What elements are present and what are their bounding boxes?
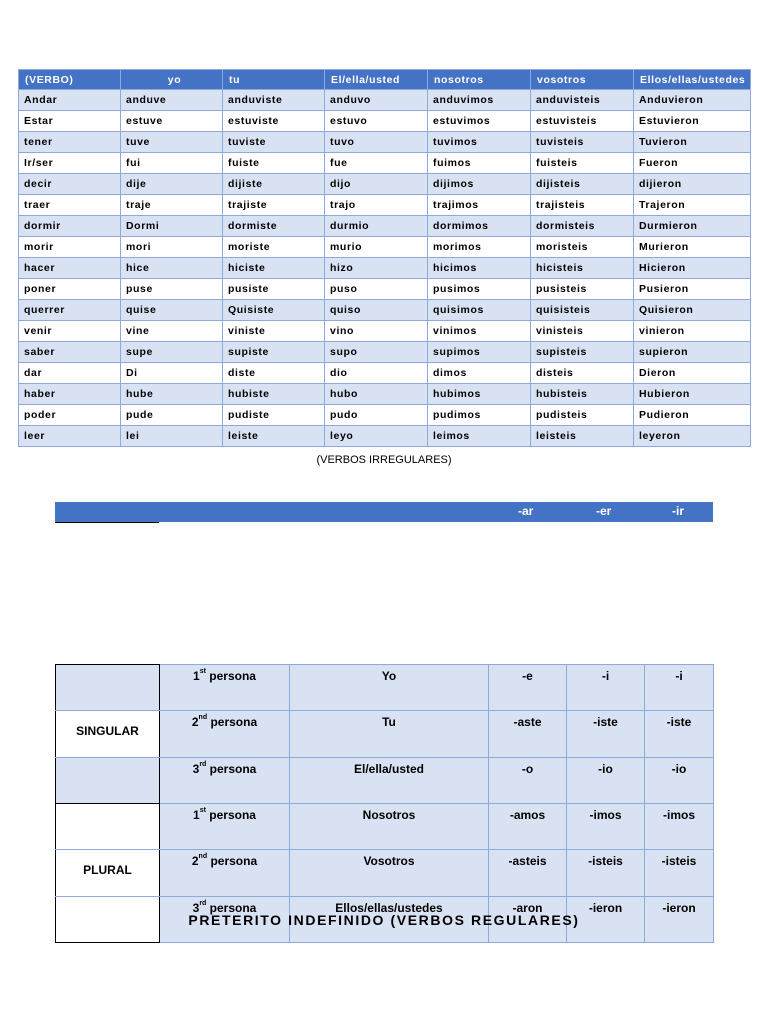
conjugation-cell: dijo	[325, 174, 428, 195]
conjugation-cell: durmio	[325, 216, 428, 237]
irregular-verbs-table	[18, 69, 751, 447]
table-row	[56, 758, 714, 804]
conjugation-cell: Fueron	[634, 153, 751, 174]
ending-cell-ir: -io	[645, 758, 714, 804]
column-header: yo	[121, 70, 223, 90]
conjugation-cell: dio	[325, 363, 428, 384]
conjugation-cell: anduviste	[223, 90, 325, 111]
ending-cell-ir: -isteis	[645, 850, 714, 897]
conjugation-cell: estuvimos	[428, 111, 531, 132]
conjugation-cell: anduvimos	[428, 90, 531, 111]
table-row	[19, 132, 751, 153]
persona-number: 1	[193, 669, 200, 683]
conjugation-cell: supisteis	[531, 342, 634, 363]
conjugation-cell: Trajeron	[634, 195, 751, 216]
verb-cell: venir	[19, 321, 121, 342]
ending-cell-er: -isteis	[567, 850, 645, 897]
verb-cell: morir	[19, 237, 121, 258]
ending-cell-ir: -imos	[645, 804, 714, 850]
conjugation-cell: supimos	[428, 342, 531, 363]
conjugation-cell: hice	[121, 258, 223, 279]
conjugation-cell: hizo	[325, 258, 428, 279]
ending-cell-er: -io	[567, 758, 645, 804]
conjugation-cell: trajiste	[223, 195, 325, 216]
conjugation-cell: disteis	[531, 363, 634, 384]
conjugation-cell: Hubieron	[634, 384, 751, 405]
table-row	[19, 90, 751, 111]
ordinal-suffix: st	[199, 807, 206, 814]
conjugation-cell: hubiste	[223, 384, 325, 405]
ending-cell-er: -iste	[567, 711, 645, 758]
verb-cell: Estar	[19, 111, 121, 132]
ending-ir-label: -ir	[672, 504, 684, 518]
persona-word: persona	[206, 901, 257, 915]
table-row	[19, 321, 751, 342]
conjugation-cell: dijisteis	[531, 174, 634, 195]
conjugation-cell: dijiste	[223, 174, 325, 195]
table-row	[19, 111, 751, 132]
verb-cell: dormir	[19, 216, 121, 237]
regular-endings-table	[55, 664, 714, 943]
ending-cell-ir: -i	[645, 665, 714, 711]
conjugation-cell: supo	[325, 342, 428, 363]
conjugation-cell: hubisteis	[531, 384, 634, 405]
table-row	[19, 279, 751, 300]
conjugation-cell: pusimos	[428, 279, 531, 300]
conjugation-cell: tuvisteis	[531, 132, 634, 153]
conjugation-cell: Estuvieron	[634, 111, 751, 132]
conjugation-cell: fuimos	[428, 153, 531, 174]
conjugation-cell: puse	[121, 279, 223, 300]
conjugation-cell: supiste	[223, 342, 325, 363]
table-row	[19, 195, 751, 216]
table-row	[19, 237, 751, 258]
persona-number: 2	[191, 715, 199, 729]
column-header: (VERBO)	[19, 70, 121, 90]
ordinal-suffix: rd	[199, 900, 207, 907]
table-row	[56, 804, 714, 850]
conjugation-cell: anduvo	[325, 90, 428, 111]
conjugation-cell: vine	[121, 321, 223, 342]
conjugation-cell: pusisteis	[531, 279, 634, 300]
ending-cell-ar: -aron	[489, 897, 567, 943]
table-row	[19, 174, 751, 195]
conjugation-cell: estuvo	[325, 111, 428, 132]
conjugation-cell: vinimos	[428, 321, 531, 342]
conjugation-cell: quise	[121, 300, 223, 321]
ending-cell-ir: -iste	[645, 711, 714, 758]
conjugation-cell: hicimos	[428, 258, 531, 279]
table-row	[19, 384, 751, 405]
table-row	[19, 216, 751, 237]
conjugation-cell: pusiste	[223, 279, 325, 300]
conjugation-cell: quiso	[325, 300, 428, 321]
verb-cell: decir	[19, 174, 121, 195]
pronoun-cell: Vosotros	[290, 850, 489, 897]
verb-cell: dar	[19, 363, 121, 384]
ordinal-suffix: rd	[199, 761, 207, 768]
ending-cell-er: -ieron	[567, 897, 645, 943]
number-group-cell: PLURAL	[56, 850, 160, 897]
persona-word: persona	[205, 808, 256, 822]
regular-table-body	[56, 665, 714, 943]
conjugation-cell: tuviste	[223, 132, 325, 153]
conjugation-cell: trajimos	[428, 195, 531, 216]
conjugation-cell: tuve	[121, 132, 223, 153]
ending-cell-ar: -o	[489, 758, 567, 804]
column-header: Ellos/ellas/ustedes	[634, 70, 751, 90]
persona-word: persona	[207, 854, 258, 868]
conjugation-cell: Tuvieron	[634, 132, 751, 153]
irregular-table-caption: (VERBOS IRREGULARES)	[316, 454, 452, 466]
conjugation-cell: hicisteis	[531, 258, 634, 279]
ending-cell-ar: -e	[489, 665, 567, 711]
table-row	[19, 426, 751, 447]
conjugation-cell: Pudieron	[634, 405, 751, 426]
conjugation-cell: trajo	[325, 195, 428, 216]
irregular-table-body	[19, 90, 751, 447]
conjugation-cell: trajisteis	[531, 195, 634, 216]
conjugation-cell: leisteis	[531, 426, 634, 447]
conjugation-cell: dimos	[428, 363, 531, 384]
number-group-cell	[56, 665, 160, 711]
conjugation-cell: vinieron	[634, 321, 751, 342]
conjugation-cell: morimos	[428, 237, 531, 258]
conjugation-cell: leimos	[428, 426, 531, 447]
table-row	[19, 300, 751, 321]
conjugation-cell: dije	[121, 174, 223, 195]
conjugation-cell: Murieron	[634, 237, 751, 258]
conjugation-cell: fue	[325, 153, 428, 174]
persona-cell	[160, 758, 290, 804]
conjugation-cell: dijieron	[634, 174, 751, 195]
conjugation-cell: Anduvieron	[634, 90, 751, 111]
conjugation-cell: anduve	[121, 90, 223, 111]
persona-number: 1	[193, 808, 200, 822]
conjugation-cell: Di	[121, 363, 223, 384]
pronoun-cell: El/ella/usted	[290, 758, 489, 804]
conjugation-cell: pudisteis	[531, 405, 634, 426]
conjugation-cell: pudo	[325, 405, 428, 426]
ordinal-suffix: nd	[198, 853, 208, 860]
verb-cell: leer	[19, 426, 121, 447]
conjugation-cell: hube	[121, 384, 223, 405]
conjugation-cell: hubimos	[428, 384, 531, 405]
divider	[55, 522, 159, 523]
number-group-cell: SINGULAR	[56, 711, 160, 758]
table-row	[56, 850, 714, 897]
number-group-cell	[56, 758, 160, 804]
conjugation-cell: hiciste	[223, 258, 325, 279]
persona-word: persona	[205, 669, 256, 683]
number-group-cell	[56, 804, 160, 850]
verb-cell: haber	[19, 384, 121, 405]
verb-cell: hacer	[19, 258, 121, 279]
persona-cell	[160, 804, 290, 850]
endings-header-bar	[55, 502, 713, 522]
ending-er-label: -er	[596, 504, 612, 518]
conjugation-cell: traje	[121, 195, 223, 216]
conjugation-cell: Quisiste	[223, 300, 325, 321]
verb-cell: saber	[19, 342, 121, 363]
verb-cell: Andar	[19, 90, 121, 111]
verb-cell: tener	[19, 132, 121, 153]
ordinal-suffix: st	[199, 668, 206, 675]
table-row	[56, 711, 714, 758]
persona-number: 2	[191, 854, 199, 868]
conjugation-cell: fuiste	[223, 153, 325, 174]
table-row	[19, 153, 751, 174]
conjugation-cell: viniste	[223, 321, 325, 342]
ending-cell-er: -i	[567, 665, 645, 711]
conjugation-cell: dijimos	[428, 174, 531, 195]
conjugation-cell: supe	[121, 342, 223, 363]
conjugation-cell: diste	[223, 363, 325, 384]
table-row	[19, 363, 751, 384]
column-header: tu	[223, 70, 325, 90]
persona-cell	[160, 711, 290, 758]
persona-word: persona	[207, 715, 258, 729]
persona-cell	[160, 665, 290, 711]
conjugation-cell: dormisteis	[531, 216, 634, 237]
conjugation-cell: murio	[325, 237, 428, 258]
conjugation-cell: lei	[121, 426, 223, 447]
conjugation-cell: mori	[121, 237, 223, 258]
pronoun-cell: Yo	[290, 665, 489, 711]
irregular-table-header	[19, 70, 751, 90]
conjugation-cell: estuvisteis	[531, 111, 634, 132]
column-header: vosotros	[531, 70, 634, 90]
conjugation-cell: leiste	[223, 426, 325, 447]
conjugation-cell: Durmieron	[634, 216, 751, 237]
verb-cell: Ir/ser	[19, 153, 121, 174]
ending-cell-ar: -aste	[489, 711, 567, 758]
conjugation-cell: anduvisteis	[531, 90, 634, 111]
conjugation-cell: fuisteis	[531, 153, 634, 174]
verb-cell: querrer	[19, 300, 121, 321]
ending-cell-ar: -asteis	[489, 850, 567, 897]
conjugation-cell: Dormi	[121, 216, 223, 237]
verb-cell: poner	[19, 279, 121, 300]
conjugation-cell: quisimos	[428, 300, 531, 321]
conjugation-cell: supieron	[634, 342, 751, 363]
conjugation-cell: leyeron	[634, 426, 751, 447]
ending-cell-er: -imos	[567, 804, 645, 850]
conjugation-cell: Pusieron	[634, 279, 751, 300]
conjugation-cell: pudimos	[428, 405, 531, 426]
conjugation-cell: moriste	[223, 237, 325, 258]
conjugation-cell: tuvimos	[428, 132, 531, 153]
column-header: nosotros	[428, 70, 531, 90]
table-row	[19, 405, 751, 426]
ending-ar-label: -ar	[518, 504, 534, 518]
verb-cell: traer	[19, 195, 121, 216]
conjugation-cell: estuviste	[223, 111, 325, 132]
conjugation-cell: pude	[121, 405, 223, 426]
pronoun-cell: Tu	[290, 711, 489, 758]
ordinal-suffix: nd	[198, 714, 208, 721]
ending-cell-ar: -amos	[489, 804, 567, 850]
conjugation-cell: vinisteis	[531, 321, 634, 342]
persona-number: 3	[192, 762, 200, 776]
table-row	[19, 342, 751, 363]
conjugation-cell: Hicieron	[634, 258, 751, 279]
header-row	[19, 70, 751, 90]
persona-cell	[160, 850, 290, 897]
verb-cell: poder	[19, 405, 121, 426]
ending-cell-ir: -ieron	[645, 897, 714, 943]
conjugation-cell: dormiste	[223, 216, 325, 237]
conjugation-cell: tuvo	[325, 132, 428, 153]
persona-word: persona	[206, 762, 257, 776]
conjugation-cell: puso	[325, 279, 428, 300]
conjugation-cell: Quisieron	[634, 300, 751, 321]
persona-number: 3	[192, 901, 200, 915]
conjugation-cell: dormimos	[428, 216, 531, 237]
conjugation-cell: quisisteis	[531, 300, 634, 321]
regular-table-caption: PRETERITO INDEFINIDO (VERBOS REGULARES)	[188, 912, 580, 928]
conjugation-cell: estuve	[121, 111, 223, 132]
conjugation-cell: fui	[121, 153, 223, 174]
conjugation-cell: pudiste	[223, 405, 325, 426]
pronoun-cell: Ellos/ellas/ustedes	[290, 897, 489, 943]
conjugation-cell: moristeis	[531, 237, 634, 258]
conjugation-cell: leyo	[325, 426, 428, 447]
column-header: El/ella/usted	[325, 70, 428, 90]
conjugation-cell: hubo	[325, 384, 428, 405]
pronoun-cell: Nosotros	[290, 804, 489, 850]
table-row	[19, 258, 751, 279]
conjugation-cell: Dieron	[634, 363, 751, 384]
table-row	[56, 665, 714, 711]
conjugation-cell: vino	[325, 321, 428, 342]
